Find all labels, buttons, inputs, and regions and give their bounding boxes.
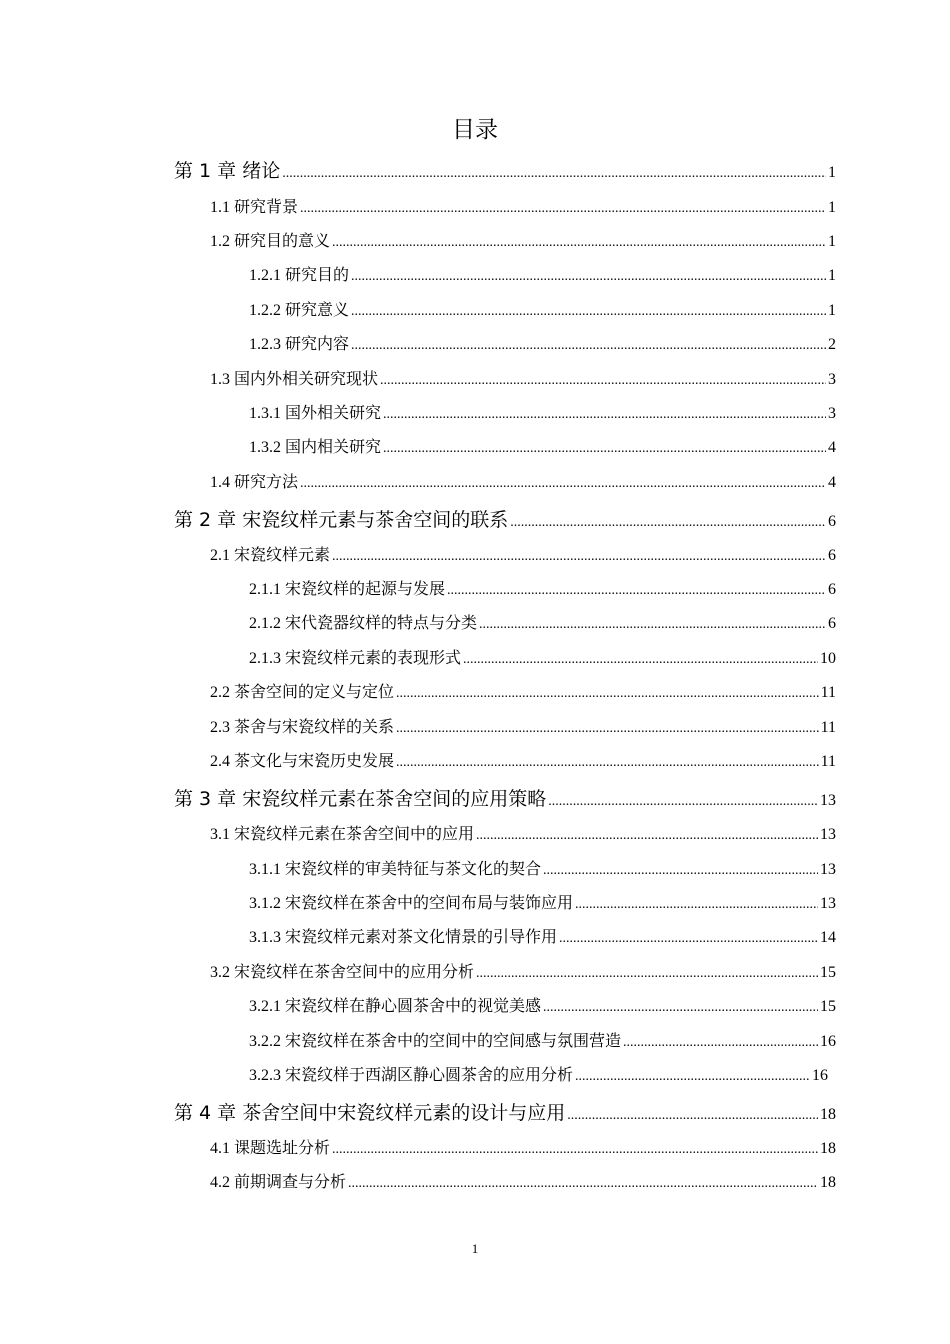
toc-page-number: 3 bbox=[828, 371, 836, 388]
toc-page-number: 13 bbox=[820, 861, 836, 878]
toc-chapter-3[interactable] bbox=[174, 786, 836, 812]
toc-subsection-3-1-1[interactable] bbox=[249, 857, 836, 883]
page-footer-number: 1 bbox=[471, 1241, 479, 1256]
toc-entry-text: 2.2 茶舍空间的定义与定位 bbox=[210, 684, 395, 701]
toc-section-1-3[interactable] bbox=[210, 367, 836, 393]
dot-leader bbox=[282, 161, 826, 187]
toc-entry-text: 3.2.3 宋瓷纹样于西湖区静心圆茶舍的应用分析 bbox=[249, 1067, 574, 1084]
toc-page-number: 16 bbox=[812, 1067, 828, 1084]
toc-page-number: 6 bbox=[828, 615, 836, 632]
toc-entry-text: 第 1 章 绪论 bbox=[174, 160, 281, 182]
toc-page-number: 6 bbox=[828, 581, 836, 598]
dot-leader bbox=[351, 333, 826, 359]
toc-title: 目录 bbox=[452, 117, 498, 143]
toc-page-number: 11 bbox=[820, 684, 836, 701]
dot-leader bbox=[567, 1103, 818, 1129]
toc-page-number: 11 bbox=[820, 753, 836, 770]
toc-entry-text: 3.2 宋瓷纹样在茶舍空间中的应用分析 bbox=[210, 964, 475, 981]
dot-leader bbox=[396, 681, 819, 707]
toc-entry-text: 1.1 研究背景 bbox=[210, 199, 299, 216]
toc-subsection-1-2-3[interactable] bbox=[249, 332, 836, 358]
toc-entry-text: 4.2 前期调查与分析 bbox=[210, 1174, 347, 1191]
toc-page-number: 2 bbox=[828, 336, 836, 353]
toc-entry-text: 2.1.1 宋瓷纹样的起源与发展 bbox=[249, 581, 446, 598]
toc-page-number: 3 bbox=[828, 405, 836, 422]
toc-subsection-3-2-2[interactable] bbox=[249, 1029, 836, 1055]
toc-subsection-1-3-1[interactable] bbox=[249, 401, 836, 427]
toc-entry-text: 2.3 茶舍与宋瓷纹样的关系 bbox=[210, 719, 395, 736]
dot-leader bbox=[332, 544, 826, 570]
toc-entry-text: 3.1.3 宋瓷纹样元素对茶文化情景的引导作用 bbox=[249, 929, 558, 946]
toc-page-number: 14 bbox=[820, 929, 836, 946]
toc-page-number: 1 bbox=[828, 267, 836, 284]
toc-entry-text: 1.3.2 国内相关研究 bbox=[249, 439, 382, 456]
toc-subsection-2-1-2[interactable] bbox=[249, 611, 836, 637]
toc-entry-text: 1.3 国内外相关研究现状 bbox=[210, 371, 379, 388]
toc-entry-text: 3.1.2 宋瓷纹样在茶舍中的空间布局与装饰应用 bbox=[249, 895, 574, 912]
toc-entry-text: 3.1 宋瓷纹样元素在茶舍空间中的应用 bbox=[210, 826, 475, 843]
toc-subsection-3-2-1[interactable] bbox=[249, 994, 836, 1020]
toc-entry-text: 3.2.1 宋瓷纹样在静心圆茶舍中的视觉美感 bbox=[249, 998, 542, 1015]
toc-entry-text: 1.2 研究目的意义 bbox=[210, 233, 331, 250]
toc-section-3-2[interactable] bbox=[210, 960, 836, 986]
toc-subsection-1-2-1[interactable] bbox=[249, 263, 836, 289]
dot-leader bbox=[543, 858, 818, 884]
toc-subsection-2-1-3[interactable] bbox=[249, 646, 836, 672]
dot-leader bbox=[447, 578, 826, 604]
toc-entry-text: 2.4 茶文化与宋瓷历史发展 bbox=[210, 753, 395, 770]
toc-section-4-1[interactable] bbox=[210, 1136, 836, 1162]
dot-leader bbox=[543, 995, 818, 1021]
toc-entry-text: 第 4 章 茶舍空间中宋瓷纹样元素的设计与应用 bbox=[174, 1102, 566, 1124]
toc-subsection-3-1-3[interactable] bbox=[249, 925, 836, 951]
toc-page-number: 6 bbox=[828, 547, 836, 564]
toc-chapter-2[interactable] bbox=[174, 507, 836, 533]
toc-entry-text: 1.3.1 国外相关研究 bbox=[249, 405, 382, 422]
dot-leader bbox=[351, 299, 826, 325]
dot-leader bbox=[383, 436, 826, 462]
dot-leader bbox=[575, 1064, 810, 1090]
toc-page-number: 6 bbox=[828, 513, 836, 530]
toc-page-number: 15 bbox=[820, 964, 836, 981]
toc-section-1-4[interactable] bbox=[210, 470, 836, 496]
toc-page-number: 1 bbox=[828, 164, 836, 181]
toc-entry-text: 2.1.2 宋代瓷器纹样的特点与分类 bbox=[249, 615, 478, 632]
toc-subsection-2-1-1[interactable] bbox=[249, 577, 836, 603]
dot-leader bbox=[510, 510, 826, 536]
dot-leader bbox=[396, 716, 819, 742]
toc-section-2-1[interactable] bbox=[210, 543, 836, 569]
toc-entry-text: 1.2.3 研究内容 bbox=[249, 336, 350, 353]
dot-leader bbox=[383, 402, 826, 428]
toc-page-number: 13 bbox=[820, 792, 836, 809]
toc-entry-text: 2.1 宋瓷纹样元素 bbox=[210, 547, 331, 564]
toc-entry-text: 第 3 章 宋瓷纹样元素在茶舍空间的应用策略 bbox=[174, 788, 547, 810]
toc-section-4-2[interactable] bbox=[210, 1170, 836, 1196]
toc-subsection-3-1-2[interactable] bbox=[249, 891, 836, 917]
dot-leader bbox=[351, 264, 826, 290]
toc-entry-text: 3.1.1 宋瓷纹样的审美特征与茶文化的契合 bbox=[249, 861, 542, 878]
dot-leader bbox=[476, 823, 818, 849]
toc-page-number: 1 bbox=[828, 233, 836, 250]
toc-entry-text: 2.1.3 宋瓷纹样元素的表现形式 bbox=[249, 650, 462, 667]
toc-page-number: 13 bbox=[820, 895, 836, 912]
toc-page-number: 16 bbox=[820, 1033, 836, 1050]
toc-page-number: 4 bbox=[828, 474, 836, 491]
dot-leader bbox=[332, 1137, 818, 1163]
dot-leader bbox=[332, 230, 826, 256]
toc-page-number: 11 bbox=[820, 719, 836, 736]
toc-page-number: 15 bbox=[820, 998, 836, 1015]
toc-subsection-3-2-3[interactable] bbox=[249, 1063, 828, 1089]
toc-entry-text: 3.2.2 宋瓷纹样在茶舍中的空间中的空间感与氛围营造 bbox=[249, 1033, 622, 1050]
dot-leader bbox=[300, 471, 826, 497]
toc-section-2-2[interactable] bbox=[210, 680, 836, 706]
toc-subsection-1-2-2[interactable] bbox=[249, 298, 836, 324]
toc-entry-text: 第 2 章 宋瓷纹样元素与茶舍空间的联系 bbox=[174, 509, 509, 531]
dot-leader bbox=[623, 1030, 818, 1056]
toc-page-number: 13 bbox=[820, 826, 836, 843]
toc-entry-text: 1.4 研究方法 bbox=[210, 474, 299, 491]
toc-page-number: 18 bbox=[820, 1174, 836, 1191]
toc-entry-text: 4.1 课题选址分析 bbox=[210, 1140, 331, 1157]
toc-page-number: 18 bbox=[820, 1140, 836, 1157]
toc-section-2-3[interactable] bbox=[210, 715, 836, 741]
toc-section-3-1[interactable] bbox=[210, 822, 836, 848]
toc-entry-text: 1.2.1 研究目的 bbox=[249, 267, 350, 284]
dot-leader bbox=[575, 892, 818, 918]
dot-leader bbox=[479, 612, 826, 638]
toc-page-number: 4 bbox=[828, 439, 836, 456]
toc-section-1-1[interactable] bbox=[210, 195, 836, 221]
dot-leader bbox=[348, 1171, 818, 1197]
dot-leader bbox=[380, 368, 826, 394]
dot-leader bbox=[548, 789, 818, 815]
toc-subsection-1-3-2[interactable] bbox=[249, 435, 836, 461]
toc-section-2-4[interactable] bbox=[210, 749, 836, 775]
toc-page-number: 10 bbox=[820, 650, 836, 667]
toc-page-number: 1 bbox=[828, 199, 836, 216]
dot-leader bbox=[476, 961, 818, 987]
toc-section-1-2[interactable] bbox=[210, 229, 836, 255]
toc-page-number: 1 bbox=[828, 302, 836, 319]
dot-leader bbox=[463, 647, 818, 673]
toc-entry-text: 1.2.2 研究意义 bbox=[249, 302, 350, 319]
dot-leader bbox=[396, 750, 819, 776]
toc-chapter-4[interactable] bbox=[174, 1100, 836, 1126]
toc-page-number: 18 bbox=[820, 1106, 836, 1123]
dot-leader bbox=[300, 196, 826, 222]
toc-chapter-1[interactable] bbox=[174, 158, 836, 184]
dot-leader bbox=[559, 926, 818, 952]
